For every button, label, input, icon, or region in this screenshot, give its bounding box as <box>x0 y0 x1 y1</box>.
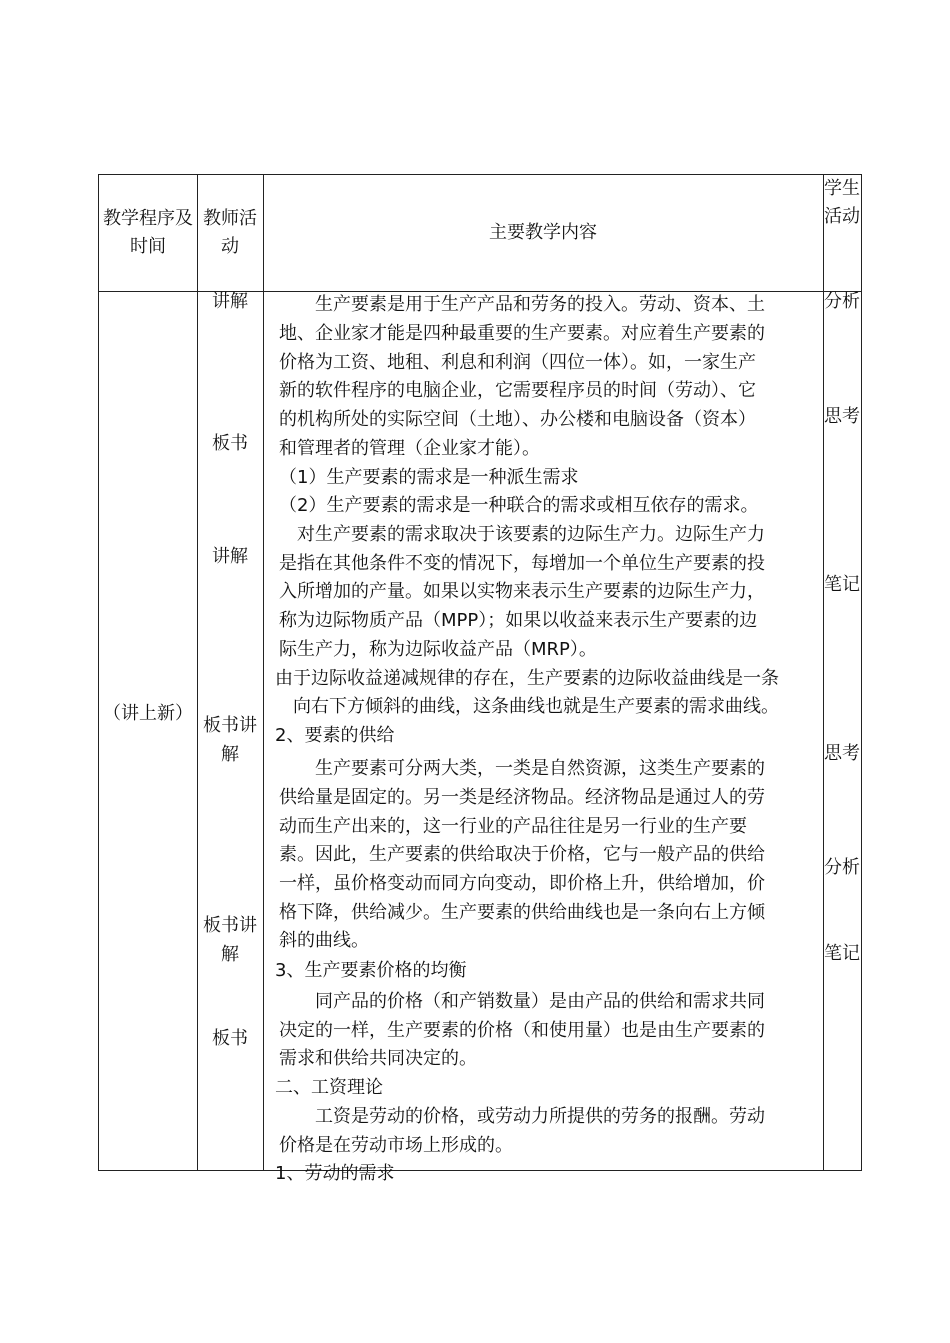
program-label: （讲上新） <box>103 703 193 724</box>
teacher-action-6: 板书 <box>212 1028 248 1049</box>
content-line: 新的软件程序的电脑企业，它需要程序员的时间（劳动）、它 <box>279 380 756 401</box>
content-line: （1）生产要素的需求是一种派生需求 <box>279 467 579 488</box>
content-line: 对生产要素的需求取决于该要素的边际生产力。边际生产力 <box>279 524 765 545</box>
header-teacher-activity: 教师活动 <box>203 208 257 257</box>
content-line: 1、劳动的需求 <box>275 1163 395 1184</box>
content-line: 价格为工资、地租、利息和利润（四位一体）。如，一家生产 <box>279 352 756 373</box>
content-line: 同产品的价格（和产销数量）是由产品的供给和需求共同 <box>279 991 765 1012</box>
student-action-4: 思考 <box>824 743 860 764</box>
content-line: 二、工资理论 <box>275 1077 383 1098</box>
content-line: （2）生产要素的需求是一种联合的需求或相互依存的需求。 <box>279 495 759 516</box>
teacher-action-3: 讲解 <box>212 546 248 567</box>
content-line: 斜的曲线。 <box>279 930 369 951</box>
lesson-plan-table <box>98 174 862 1184</box>
header-main-content: 主要教学内容 <box>489 222 597 243</box>
student-action-2: 思考 <box>824 406 860 427</box>
teacher-action-5: 板书讲解 <box>203 915 257 965</box>
header-student-activity: 学生活动 <box>824 178 860 227</box>
content-line: 工资是劳动的价格，或劳动力所提供的劳务的报酬。劳动 <box>279 1106 765 1127</box>
content-line: 素。因此，生产要素的供给取决于价格，它与一般产品的供给 <box>279 844 765 865</box>
content-line: 价格是在劳动市场上形成的。 <box>279 1135 513 1156</box>
content-line: 际生产力，称为边际收益产品（MRP）。 <box>279 639 597 660</box>
content-line: 生产要素是用于生产产品和劳务的投入。劳动、资本、土 <box>279 294 765 315</box>
content-line: 3、生产要素价格的均衡 <box>275 960 467 981</box>
content-line: 动而生产出来的，这一行业的产品往往是另一行业的生产要 <box>279 816 747 837</box>
header-program-time: 教学程序及时间 <box>103 208 193 257</box>
content-line: 入所增加的产量。如果以实物来表示生产要素的边际生产力， <box>279 581 765 602</box>
student-action-1: 分析 <box>824 291 860 312</box>
content-line: 的机构所处的实际空间（土地）、办公楼和电脑设备（资本） <box>279 409 756 430</box>
student-action-6: 笔记 <box>824 943 860 964</box>
content-line: 决定的一样，生产要素的价格（和使用量）也是由生产要素的 <box>279 1020 765 1041</box>
content-line: 地、企业家才能是四种最重要的生产要素。对应着生产要素的 <box>279 323 765 344</box>
content-line: 格下降，供给减少。生产要素的供给曲线也是一条向右上方倾 <box>279 902 765 923</box>
content-line: 生产要素可分两大类，一类是自然资源，这类生产要素的 <box>279 758 765 779</box>
content-line: 和管理者的管理（企业家才能）。 <box>279 438 540 459</box>
teacher-action-4: 板书讲解 <box>203 715 257 765</box>
content-line: 2、要素的供给 <box>275 725 395 746</box>
content-line: 向右下方倾斜的曲线，这条曲线也就是生产要素的需求曲线。 <box>275 696 779 717</box>
teacher-action-2: 板书 <box>212 433 248 454</box>
student-action-3: 笔记 <box>824 574 860 595</box>
content-line: 由于边际收益递减规律的存在，生产要素的边际收益曲线是一条 <box>275 668 779 689</box>
student-action-5: 分析 <box>824 857 860 878</box>
content-line: 一样，虽价格变动而同方向变动，即价格上升，供给增加，价 <box>279 873 765 894</box>
content-line: 供给量是固定的。另一类是经济物品。经济物品是通过人的劳 <box>279 787 765 808</box>
teacher-action-1: 讲解 <box>212 291 248 312</box>
column-divider <box>823 175 824 1170</box>
content-line: 是指在其他条件不变的情况下，每增加一个单位生产要素的投 <box>279 553 765 574</box>
column-divider <box>197 175 198 1170</box>
content-line: 需求和供给共同决定的。 <box>279 1048 477 1069</box>
content-line: 称为边际物质产品（MPP）；如果以收益来表示生产要素的边 <box>279 610 758 631</box>
main-teaching-content <box>263 291 823 1184</box>
